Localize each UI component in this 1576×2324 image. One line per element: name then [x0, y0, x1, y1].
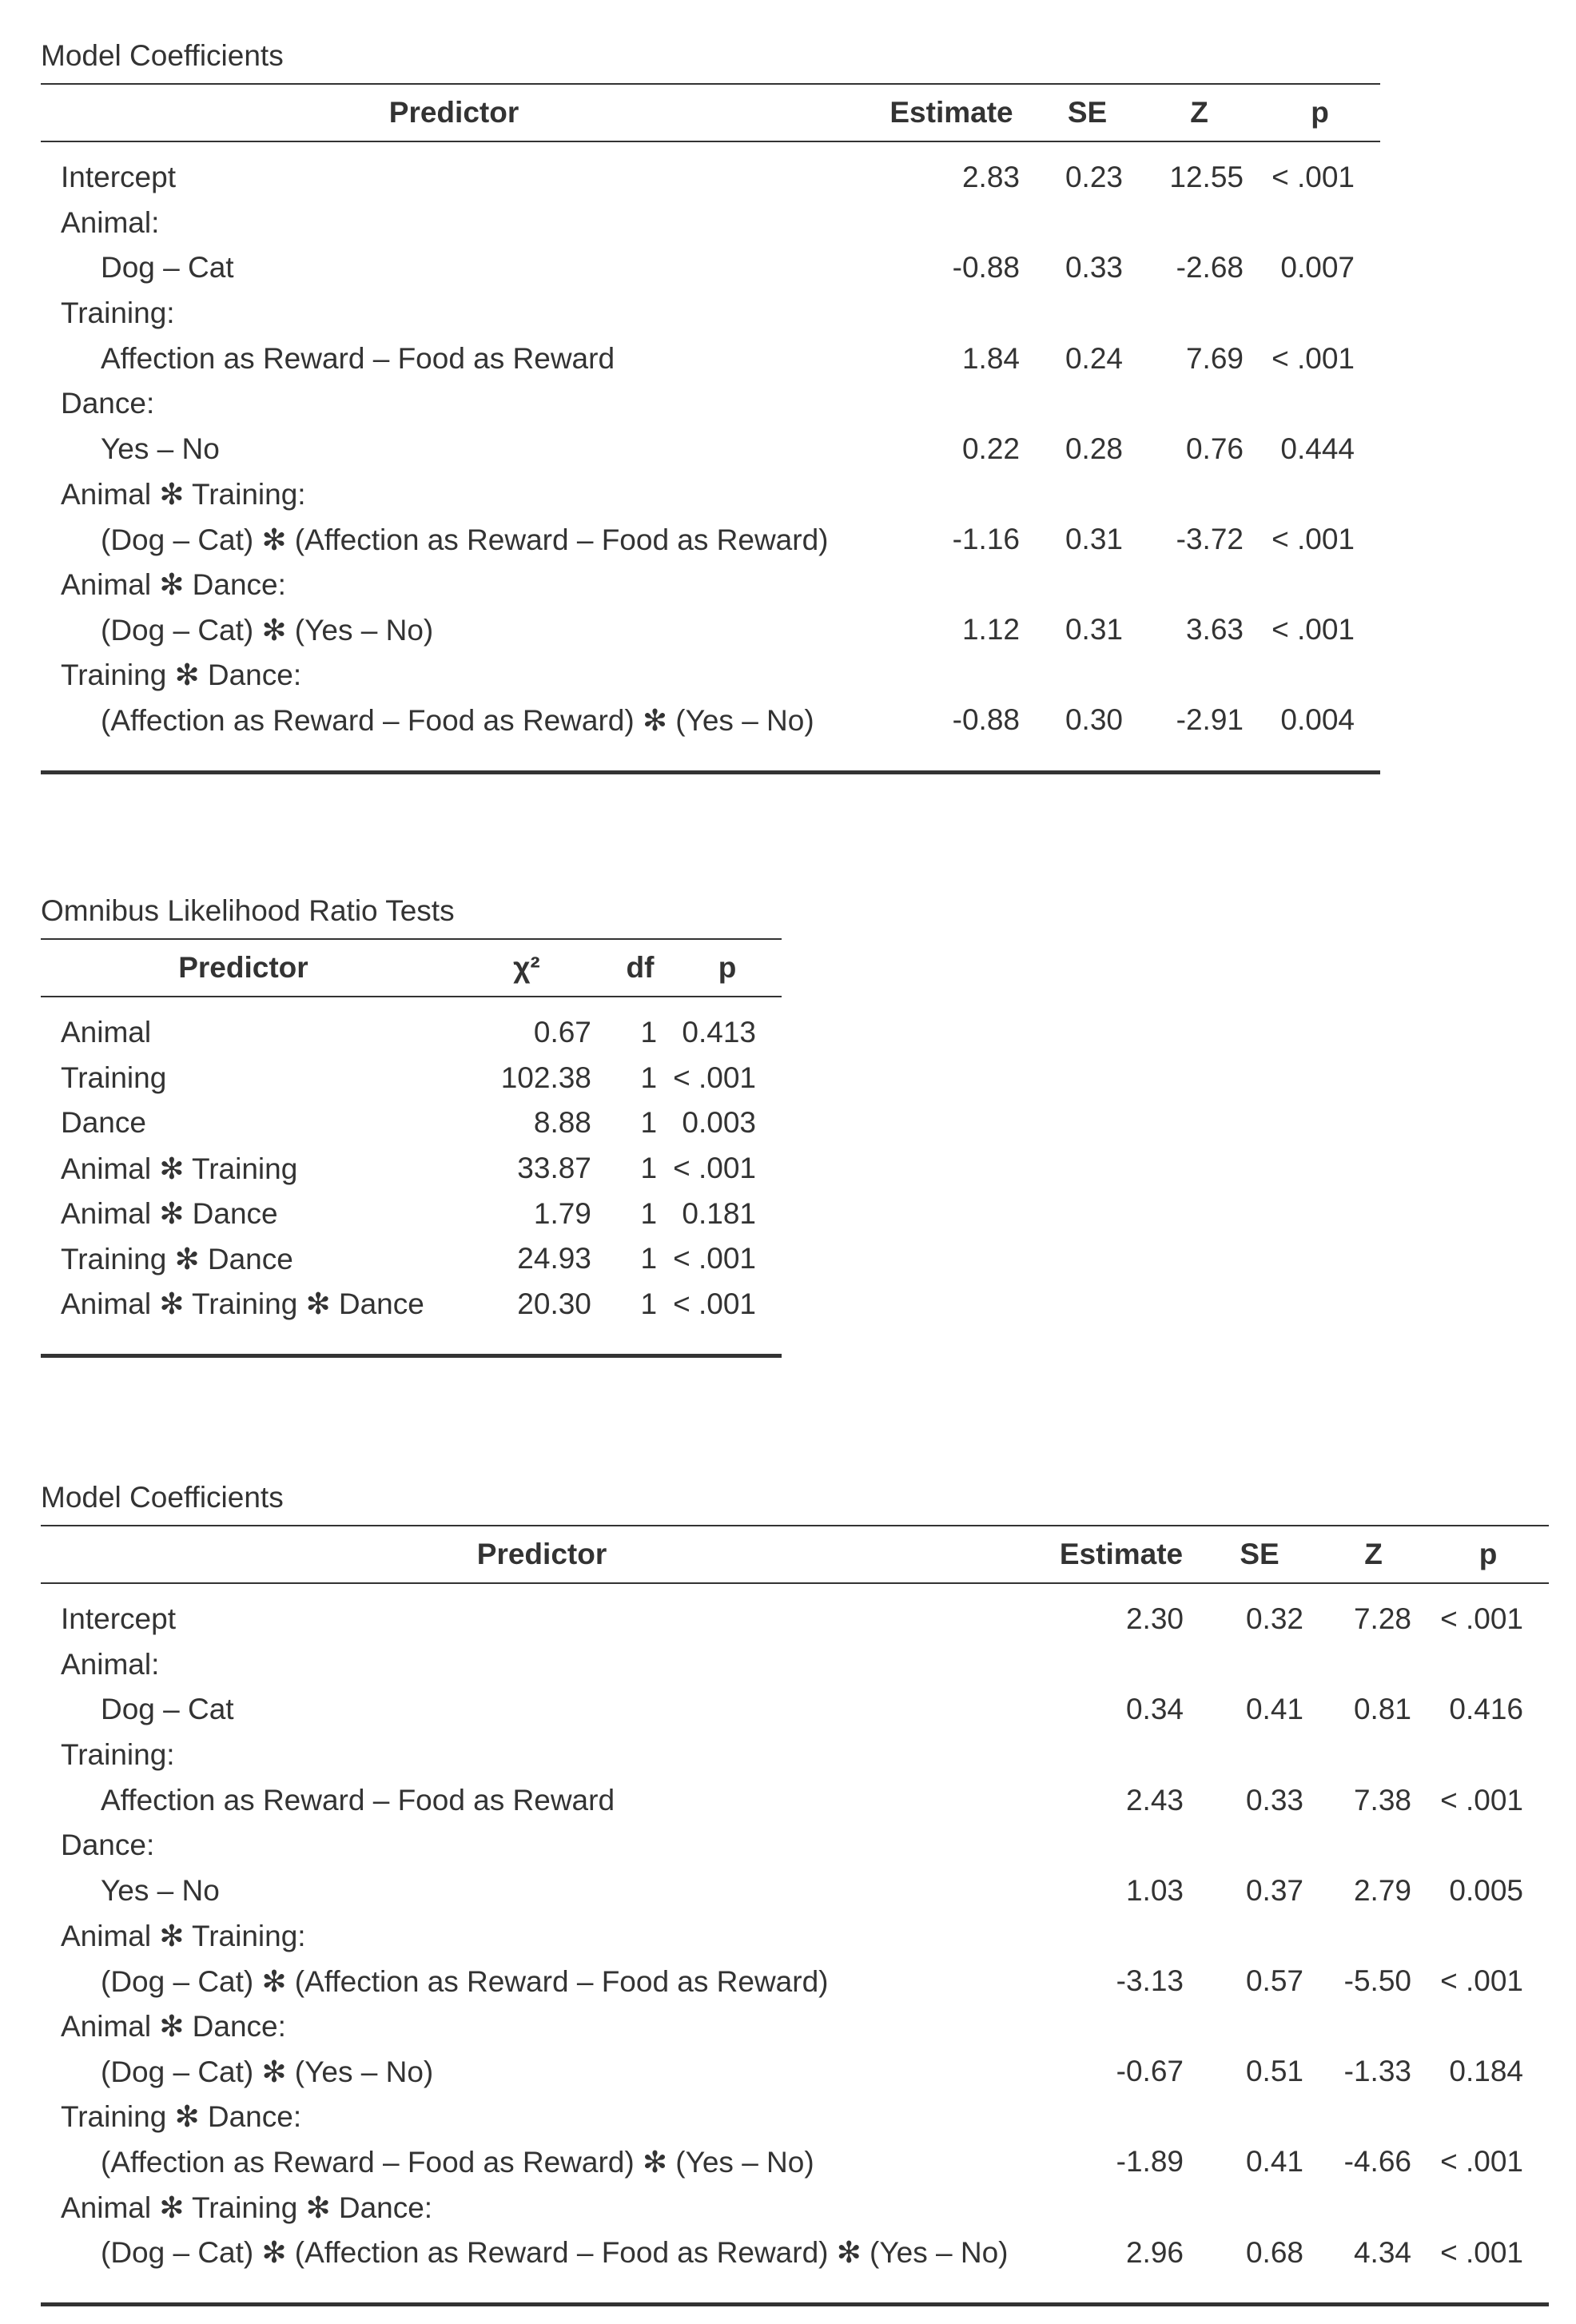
group-header-row: [41, 1913, 1549, 1959]
predictor-cell: Training ✻ Dance: [61, 1242, 293, 1275]
table-row: [41, 336, 1380, 381]
group-label: Training ✻ Dance:: [61, 659, 302, 692]
header-se: SE: [1200, 1526, 1319, 1583]
p-cell: 0.413: [682, 1016, 756, 1049]
z-cell: 0.76: [1185, 432, 1244, 465]
header-z: Z: [1139, 84, 1260, 141]
p-cell: < .001: [1272, 523, 1355, 556]
spacer: [41, 743, 1380, 773]
header-p: p: [673, 939, 782, 997]
p-cell: < .001: [1272, 613, 1355, 647]
z-cell: 7.28: [1353, 1602, 1411, 1636]
group-label: Animal:: [61, 205, 160, 239]
se-cell: 0.31: [1065, 613, 1123, 647]
z-cell: -5.50: [1343, 1964, 1411, 1998]
chi-square-cell: 24.93: [517, 1242, 591, 1275]
estimate-cell: 0.22: [961, 432, 1020, 465]
header-estimate: Estimate: [1043, 1526, 1200, 1583]
group-label: Training:: [61, 296, 175, 330]
table-row: [41, 1597, 1549, 1642]
se-cell: 0.41: [1245, 1693, 1303, 1726]
df-cell: 1: [640, 1287, 658, 1320]
group-header-row: [41, 1642, 1549, 1688]
header-df: df: [607, 939, 673, 997]
estimate-cell: -3.13: [1116, 1964, 1184, 1998]
group-label: Dance:: [61, 387, 155, 420]
se-cell: 0.57: [1245, 1964, 1303, 1998]
table-row: [41, 1191, 782, 1236]
predictor-cell: (Dog – Cat) ✻ (Yes – No): [101, 613, 434, 647]
table-row: [41, 2139, 1549, 2185]
table-row: [41, 1056, 782, 1101]
p-cell: < .001: [1440, 2145, 1523, 2179]
p-cell: < .001: [1440, 1964, 1523, 1998]
estimate-cell: 2.96: [1125, 2235, 1184, 2269]
z-cell: 7.69: [1185, 341, 1244, 375]
se-cell: 0.33: [1245, 1783, 1303, 1817]
se-cell: 0.30: [1065, 703, 1123, 737]
p-cell: 0.184: [1449, 2055, 1523, 2088]
p-cell: 0.416: [1449, 1693, 1523, 1726]
chi-square-cell: 1.79: [533, 1196, 591, 1230]
table-row: [41, 1010, 782, 1056]
p-cell: < .001: [673, 1287, 756, 1320]
table-row: [41, 1146, 782, 1192]
group-header-row: [41, 1733, 1549, 1778]
z-cell: -3.72: [1176, 523, 1244, 556]
p-cell: < .001: [1440, 2235, 1523, 2269]
p-cell: 0.005: [1449, 1873, 1523, 1907]
df-cell: 1: [640, 1016, 658, 1049]
z-cell: 4.34: [1353, 2235, 1411, 2269]
group-header-row: [41, 2004, 1549, 2049]
group-header-row: [41, 562, 1380, 607]
chi-square-cell: 0.67: [533, 1016, 591, 1049]
p-cell: 0.181: [682, 1196, 756, 1230]
table-row: [41, 1959, 1549, 2004]
spacer: [41, 997, 782, 1010]
estimate-cell: -1.16: [952, 523, 1020, 556]
table-row: [41, 427, 1380, 472]
chi-square-cell: 102.38: [500, 1061, 591, 1094]
p-cell: < .001: [673, 1152, 756, 1185]
p-cell: < .001: [673, 1242, 756, 1275]
se-cell: 0.31: [1065, 523, 1123, 556]
spacer: [41, 2275, 1549, 2305]
estimate-cell: 1.12: [961, 613, 1020, 647]
group-header-row: [41, 2185, 1549, 2230]
chi-square-cell: 33.87: [517, 1152, 591, 1185]
z-cell: 12.55: [1169, 161, 1244, 194]
p-cell: < .001: [1272, 161, 1355, 194]
p-cell: 0.007: [1280, 251, 1355, 285]
group-header-row: [41, 291, 1380, 336]
se-cell: 0.32: [1245, 1602, 1303, 1636]
spacer: [41, 1327, 782, 1356]
chi-square-cell: 8.88: [533, 1106, 591, 1140]
table-body: [41, 141, 1380, 772]
spacer: [41, 141, 1380, 155]
table-row: [41, 2049, 1549, 2095]
table-row: [41, 1687, 1549, 1733]
table-row: [41, 1100, 782, 1146]
predictor-cell: Intercept: [61, 1602, 176, 1636]
z-cell: -1.33: [1343, 2055, 1411, 2088]
estimate-cell: -0.88: [952, 251, 1020, 285]
estimate-cell: -0.67: [1116, 2055, 1184, 2088]
estimate-cell: -1.89: [1116, 2145, 1184, 2179]
header-predictor: Predictor: [41, 84, 867, 141]
estimate-cell: 2.30: [1125, 1602, 1184, 1636]
se-cell: 0.51: [1245, 2055, 1303, 2088]
group-label: Animal ✻ Training:: [61, 1919, 306, 1952]
se-cell: 0.28: [1065, 432, 1123, 465]
estimate-cell: 2.83: [961, 161, 1020, 194]
p-cell: < .001: [1272, 341, 1355, 375]
predictor-cell: (Affection as Reward – Food as Reward) ✻ (Yes – No): [101, 703, 814, 737]
group-label: Training:: [61, 1738, 175, 1772]
table-title: Model Coefficients: [41, 1481, 284, 1514]
group-label: Animal:: [61, 1647, 160, 1681]
chi-square-cell: 20.30: [517, 1287, 591, 1320]
header-p: p: [1427, 1526, 1549, 1583]
header-chi-square: χ²: [446, 939, 607, 997]
df-cell: 1: [640, 1196, 658, 1230]
predictor-cell: (Dog – Cat) ✻ (Affection as Reward – Food as Reward) ✻ (Yes – No): [101, 2236, 1009, 2270]
table-row: [41, 607, 1380, 653]
table-body: [41, 997, 782, 1356]
estimate-cell: 1.84: [961, 341, 1020, 375]
predictor-cell: Animal ✻ Training: [61, 1152, 298, 1185]
table-row: [41, 698, 1380, 743]
se-cell: 0.41: [1245, 2145, 1303, 2179]
table-row: [41, 155, 1380, 201]
estimate-cell: 2.43: [1125, 1783, 1184, 1817]
group-label: Animal ✻ Training:: [61, 477, 306, 511]
predictor-cell: (Dog – Cat) ✻ (Yes – No): [101, 2055, 434, 2088]
p-cell: < .001: [1440, 1783, 1523, 1817]
p-cell: < .001: [1440, 1602, 1523, 1636]
predictor-cell: Animal: [61, 1016, 152, 1049]
p-cell: < .001: [673, 1061, 756, 1094]
p-cell: 0.444: [1280, 432, 1355, 465]
omnibus-lrt-table: [41, 893, 782, 1358]
z-cell: -2.91: [1176, 703, 1244, 737]
model-coefficients-table-2: [41, 1480, 1549, 2306]
predictor-cell: Dog – Cat: [101, 251, 234, 285]
header-estimate: Estimate: [867, 84, 1036, 141]
group-header-row: [41, 381, 1380, 427]
predictor-cell: Affection as Reward – Food as Reward: [101, 1783, 615, 1817]
table-row: [41, 1777, 1549, 1823]
model-coefficients-table-1: [41, 38, 1380, 774]
df-cell: 1: [640, 1106, 658, 1140]
se-cell: 0.37: [1245, 1873, 1303, 1907]
se-cell: 0.33: [1065, 251, 1123, 285]
group-header-row: [41, 472, 1380, 517]
predictor-cell: Training: [61, 1061, 167, 1094]
z-cell: -4.66: [1343, 2145, 1411, 2179]
coefficients-table: [41, 1525, 1549, 2306]
predictor-cell: Intercept: [61, 161, 176, 194]
se-cell: 0.24: [1065, 341, 1123, 375]
group-header-row: [41, 2095, 1549, 2140]
group-label: Training ✻ Dance:: [61, 2100, 302, 2134]
estimate-cell: 1.03: [1125, 1873, 1184, 1907]
z-cell: -2.68: [1176, 251, 1244, 285]
header-p: p: [1260, 84, 1380, 141]
table-title: Omnibus Likelihood Ratio Tests: [41, 894, 455, 927]
table-row: [41, 1282, 782, 1327]
table-row: [41, 1236, 782, 1282]
predictor-cell: (Dog – Cat) ✻ (Affection as Reward – Food as Reward): [101, 523, 829, 556]
table-body: [41, 1583, 1549, 2304]
z-cell: 2.79: [1353, 1873, 1411, 1907]
estimate-cell: -0.88: [952, 703, 1020, 737]
group-header-row: [41, 1823, 1549, 1868]
group-header-row: [41, 201, 1380, 246]
se-cell: 0.23: [1065, 161, 1123, 194]
group-header-row: [41, 653, 1380, 698]
df-cell: 1: [640, 1152, 658, 1185]
group-label: Animal ✻ Dance:: [61, 2010, 286, 2043]
df-cell: 1: [640, 1061, 658, 1094]
z-cell: 0.81: [1353, 1693, 1411, 1726]
header-se: SE: [1036, 84, 1139, 141]
table-title: Model Coefficients: [41, 39, 284, 72]
coefficients-table: [41, 83, 1380, 774]
header-predictor: Predictor: [41, 939, 446, 997]
predictor-cell: (Dog – Cat) ✻ (Affection as Reward – Food as Reward): [101, 1964, 829, 1998]
predictor-cell: Yes – No: [101, 1873, 220, 1907]
df-cell: 1: [640, 1242, 658, 1275]
predictor-cell: (Affection as Reward – Food as Reward) ✻ (Yes – No): [101, 2145, 814, 2179]
group-label: Animal ✻ Training ✻ Dance:: [61, 2191, 433, 2224]
table-row: [41, 517, 1380, 563]
table-row: [41, 245, 1380, 291]
z-cell: 7.38: [1353, 1783, 1411, 1817]
estimate-cell: 0.34: [1125, 1693, 1184, 1726]
predictor-cell: Yes – No: [101, 432, 220, 465]
predictor-cell: Affection as Reward – Food as Reward: [101, 341, 615, 375]
header-predictor: Predictor: [41, 1526, 1043, 1583]
header-z: Z: [1319, 1526, 1427, 1583]
predictor-cell: Animal ✻ Training ✻ Dance: [61, 1287, 424, 1321]
table-row: [41, 1868, 1549, 1914]
z-cell: 3.63: [1185, 613, 1244, 647]
spacer: [41, 1583, 1549, 1597]
group-label: Animal ✻ Dance:: [61, 568, 286, 602]
p-cell: 0.004: [1280, 703, 1355, 737]
lrt-table: [41, 938, 782, 1358]
p-cell: 0.003: [682, 1106, 756, 1140]
se-cell: 0.68: [1245, 2235, 1303, 2269]
table-row: [41, 2230, 1549, 2275]
predictor-cell: Animal ✻ Dance: [61, 1197, 278, 1231]
predictor-cell: Dance: [61, 1106, 146, 1140]
group-label: Dance:: [61, 1829, 155, 1862]
predictor-cell: Dog – Cat: [101, 1693, 234, 1726]
